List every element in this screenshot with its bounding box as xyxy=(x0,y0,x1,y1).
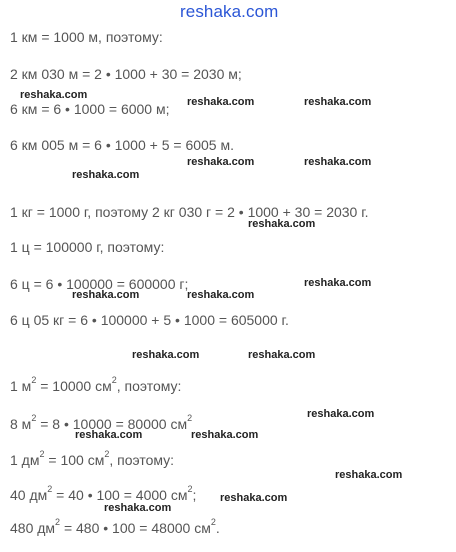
watermark: reshaka.com xyxy=(75,429,143,441)
watermark: reshaka.com xyxy=(104,502,172,514)
watermark: reshaka.com xyxy=(72,289,140,301)
watermark: reshaka.com xyxy=(304,96,372,108)
text-line: 8 $м^2 = 8$ • 10000 = 80000 $см^2$ xyxy=(10,413,193,432)
watermark: reshaka.com xyxy=(132,349,200,361)
text-line: 1 км = 1000 м, поэтому: xyxy=(10,29,163,45)
watermark: reshaka.com xyxy=(20,89,88,101)
watermark: reshaka.com xyxy=(187,96,255,108)
text-line: 6 ц = 6 • 100000 = 600000 г; xyxy=(10,276,189,292)
watermark: reshaka.com xyxy=(187,289,255,301)
watermark: reshaka.com xyxy=(335,469,403,481)
watermark: reshaka.com xyxy=(304,156,372,168)
text-line: 40 $дм^2 = 40$ • 100 = 4000 $см^2$; xyxy=(10,484,197,503)
text-line: 1 кг = 1000 г, поэтому 2 кг 030 г = 2 • 1000 + 30 = 2030 г. xyxy=(10,204,369,220)
text-line: 1 ц = 100000 г, поэтому: xyxy=(10,239,165,255)
watermark: reshaka.com xyxy=(220,492,288,504)
watermark: reshaka.com xyxy=(191,429,259,441)
watermark: reshaka.com xyxy=(248,218,316,230)
watermark: reshaka.com xyxy=(304,277,372,289)
watermark: reshaka.com xyxy=(72,169,140,181)
text-line: 1 $м^2 = 10000$ $см^2$, поэтому: xyxy=(10,375,182,394)
text-line: 6 ц 05 кг = 6 • 100000 + 5 • 1000 = 605000 г. xyxy=(10,312,289,328)
text-line: 1 $дм^2 = 100$ $см^2$, поэтому: xyxy=(10,449,175,468)
text-line: 2 км 030 м = 2 • 1000 + 30 = 2030 м; xyxy=(10,66,242,82)
text-line: 6 км 005 м = 6 • 1000 + 5 = 6005 м. xyxy=(10,137,234,153)
watermark: reshaka.com xyxy=(307,408,375,420)
watermark: reshaka.com xyxy=(187,156,255,168)
text-line: 6 км = 6 • 1000 = 6000 м; xyxy=(10,101,170,117)
watermark: reshaka.com xyxy=(248,349,316,361)
site-logo[interactable]: reshaka.com xyxy=(180,2,279,21)
text-line: 480 $дм^2 = 480$ • 100 = 48000 $см^2$. xyxy=(10,517,220,536)
